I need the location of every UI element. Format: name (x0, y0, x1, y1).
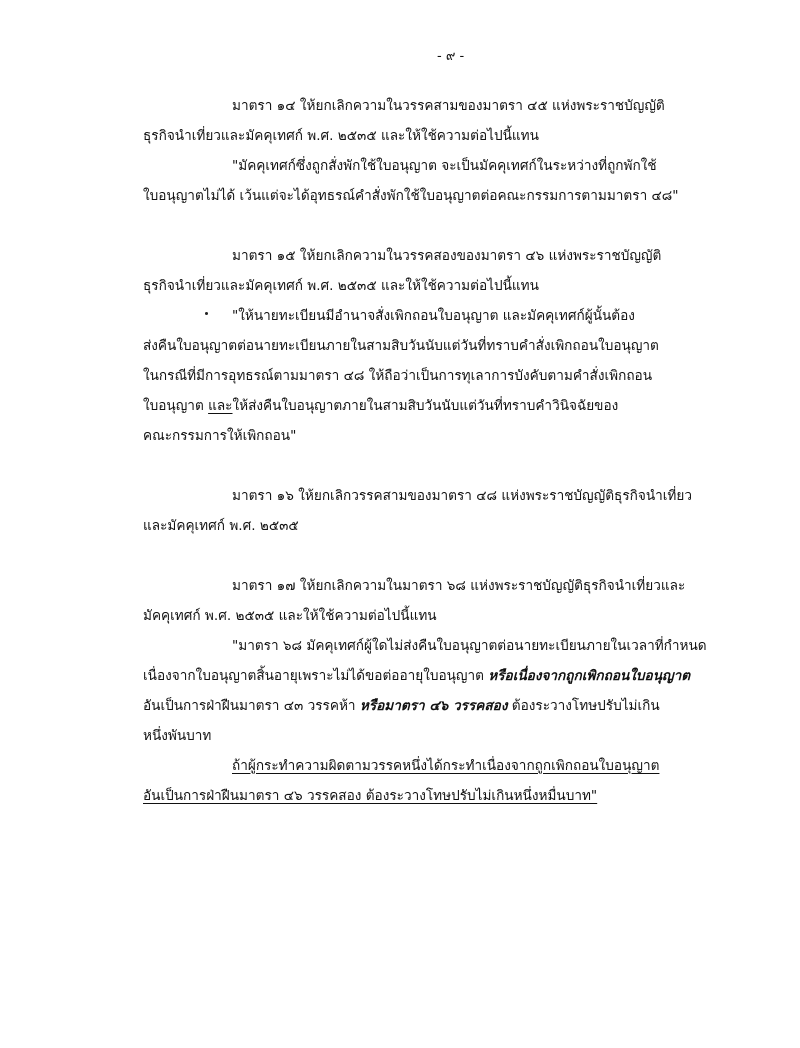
section-14-line-3: "มัคคุเทศก์ซึ่งถูกสั่งพักใช้ใบอนุญาต จะเป็นมัคคุเทศก์ในระหว่างที่ถูกพักใช้ (232, 158, 657, 174)
section-15-line-7: คณะกรรมการให้เพิกถอน" (143, 428, 297, 444)
section-17-line-4-start: เนื่องจากใบอนุญาตสิ้นอายุเพราะไม่ได้ขอต่ออายุใบอนุญาต (143, 668, 489, 684)
section-17-line-1: มาตรา ๑๗ ให้ยกเลิกความในมาตรา ๖๘ แห่งพระราชบัญญัติธุรกิจนำเที่ยวและ (232, 578, 686, 594)
struck-text-2: หรือมาตรา ๔๖ วรรคสอง (359, 698, 508, 714)
section-17-line-6: หนึ่งพันบาท (143, 728, 212, 744)
section-15-line-6 (143, 396, 618, 416)
section-17-line-7: ถ้าผู้กระทำความผิดตามวรรคหนึ่งได้กระทำเนื่องจากถูกเพิกถอนใบอนุญาต (232, 758, 660, 774)
section-16-line-1: มาตรา ๑๖ ให้ยกเลิกวรรคสามของมาตรา ๔๘ แห่งพระราชบัญญัติธุรกิจนำเที่ยว (232, 488, 692, 504)
section-17-line-2: มัคคุเทศก์ พ.ศ. ๒๕๓๕ และให้ใช้ความต่อไปนี้แทน (143, 608, 437, 624)
section-15-line-5: ในกรณีที่มีการอุทธรณ์ตามมาตรา ๔๘ ให้ถือว่าเป็นการทุเลาการบังคับตามคำสั่งเพิกถอน (143, 368, 653, 384)
section-17-line-3: "มาตรา ๖๘ มัคคุเทศก์ผู้ใดไม่ส่งคืนใบอนุญาตต่อนายทะเบียนภายในเวลาที่กำหนด (232, 638, 707, 654)
section-14-line-4: ใบอนุญาตไม่ได้ เว้นแต่จะได้อุทธรณ์คำสั่งพักใช้ใบอนุญาตต่อคณะกรรมการตามมาตรา ๔๘" (143, 188, 679, 204)
stray-mark (205, 312, 208, 315)
section-15-line-6-start: ใบอนุญาต (143, 398, 209, 414)
section-17-line-4 (143, 666, 690, 686)
section-17-line-5-end: ต้องระวางโทษปรับไม่เกิน (507, 698, 660, 714)
section-17-line-8: อันเป็นการฝ่าฝืนมาตรา ๔๖ วรรคสอง ต้องระวางโทษปรับไม่เกินหนึ่งหมื่นบาท" (143, 788, 598, 804)
section-15-line-3: "ให้นายทะเบียนมีอำนาจสั่งเพิกถอนใบอนุญาต และมัคคุเทศก์ผู้นั้นต้อง (232, 308, 635, 324)
underlined-and: และ (208, 398, 233, 414)
section-17-line-5-start: อันเป็นการฝ่าฝืนมาตรา ๔๓ วรรคห้า (143, 698, 360, 714)
page-number: - ๙ - (437, 49, 465, 64)
section-15-line-1: มาตรา ๑๕ ให้ยกเลิกความในวรรคสองของมาตรา ๔๖ แห่งพระราชบัญญัติ (232, 248, 662, 264)
section-14-line-1: มาตรา ๑๔ ให้ยกเลิกความในวรรคสามของมาตรา ๔๕ แห่งพระราชบัญญัติ (232, 98, 665, 114)
section-15-line-6-end: ให้ส่งคืนใบอนุญาตภายในสามสิบวันนับแต่วันที่ทราบคำวินิจฉัยของ (232, 398, 619, 414)
section-15-line-2: ธุรกิจนำเที่ยวและมัคคุเทศก์ พ.ศ. ๒๕๓๕ และให้ใช้ความต่อไปนี้แทน (143, 278, 539, 294)
section-17-line-5 (143, 696, 660, 716)
section-15-line-4: ส่งคืนใบอนุญาตต่อนายทะเบียนภายในสามสิบวันนับแต่วันที่ทราบคำสั่งเพิกถอนใบอนุญาต (143, 338, 659, 354)
struck-text-1: หรือเนื่องจากถูกเพิกถอนใบอนุญาต (488, 668, 691, 684)
section-14-line-2: ธุรกิจนำเที่ยวและมัคคุเทศก์ พ.ศ. ๒๕๓๕ และให้ใช้ความต่อไปนี้แทน (143, 128, 539, 144)
section-16-line-2: และมัคคุเทศก์ พ.ศ. ๒๕๓๕ (143, 518, 299, 534)
